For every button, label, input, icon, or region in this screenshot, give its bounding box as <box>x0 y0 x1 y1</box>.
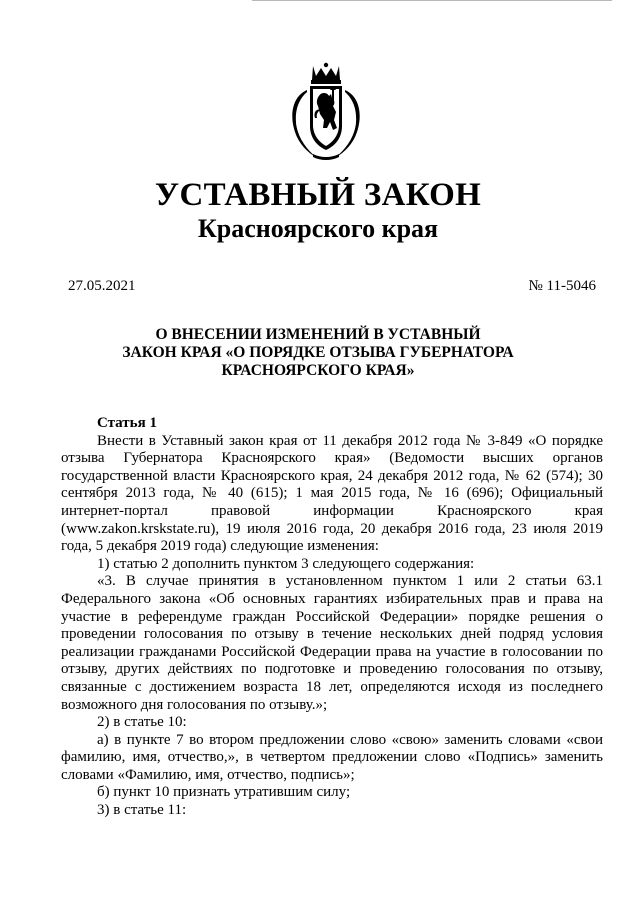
article-paragraph: Внести в Уставный закон края от 11 декабря 2012 года № 3-849 «О порядке отзыва Губернатора Красноярского края» (Ведомости высших органов государственной власти Красноярского края, 24 декабря 2012 года, № 62 (574); 30 сентября 2013 года, № 40 (615); 1 мая 2015 года, № 16 (696); Официальный интернет-портал правовой информации Красноярского края (www.zakon.krskstate.ru), 19 июля 2016 года, 20 декабря 2016 года, 23 июля 2019 года, 5 декабря 2019 года) следующие изменения: <box>61 432 603 555</box>
law-subtitle: Красноярского края <box>197 214 439 243</box>
law-heading-line: О ВНЕСЕНИИ ИЗМЕНЕНИЙ В УСТАВНЫЙ <box>155 326 481 343</box>
article-paragraph: 1) статью 2 дополнить пунктом 3 следующего содержания: <box>97 555 475 572</box>
article-paragraph: б) пункт 10 признать утратившим силу; <box>97 784 351 801</box>
article-paragraph: 3) в статье 11: <box>97 802 187 819</box>
krasnoyarsk-coat-of-arms-icon <box>283 62 369 162</box>
article-paragraph: 2) в статье 10: <box>97 714 187 731</box>
law-heading-line: КРАСНОЯРСКОГО КРАЯ» <box>221 362 415 379</box>
article-title: Статья 1 <box>97 415 157 431</box>
law-title: УСТАВНЫЙ ЗАКОН <box>154 177 482 213</box>
law-heading-line: ЗАКОН КРАЯ «О ПОРЯДКЕ ОТЗЫВА ГУБЕРНАТОРА <box>122 344 514 361</box>
article-paragraph: «3. В случае принятия в установленном пунктом 1 или 2 статьи 63.1 Федерального закона «Об основных гарантиях избирательных прав и права на участие в референдуме граждан Российской Федерации» порядке решения о проведении голосования по отзыву в течение нескольких дней подряд условия реализации гражданами Российской Федерации права на участие в голосовании по отзыву, других действиях по подготовке и проведению голосования по отзыву, связанные с достижением возраста 18 лет, определяются исходя из последнего возможного дня голосования по отзыву.»; <box>61 573 603 713</box>
article-body <box>61 415 603 820</box>
document-number: № 11-5046 <box>528 278 596 294</box>
law-heading <box>0 326 636 380</box>
article-paragraph: а) в пункте 7 во втором предложении слово «свою» заменить словами «свои фамилию, имя, отчество,», в четвертом предложении слово «Подпись» заменить словами «Фамилию, имя, отчество, подпись»; <box>61 731 603 783</box>
top-scan-rule <box>252 0 612 1</box>
document-date: 27.05.2021 <box>68 278 136 294</box>
